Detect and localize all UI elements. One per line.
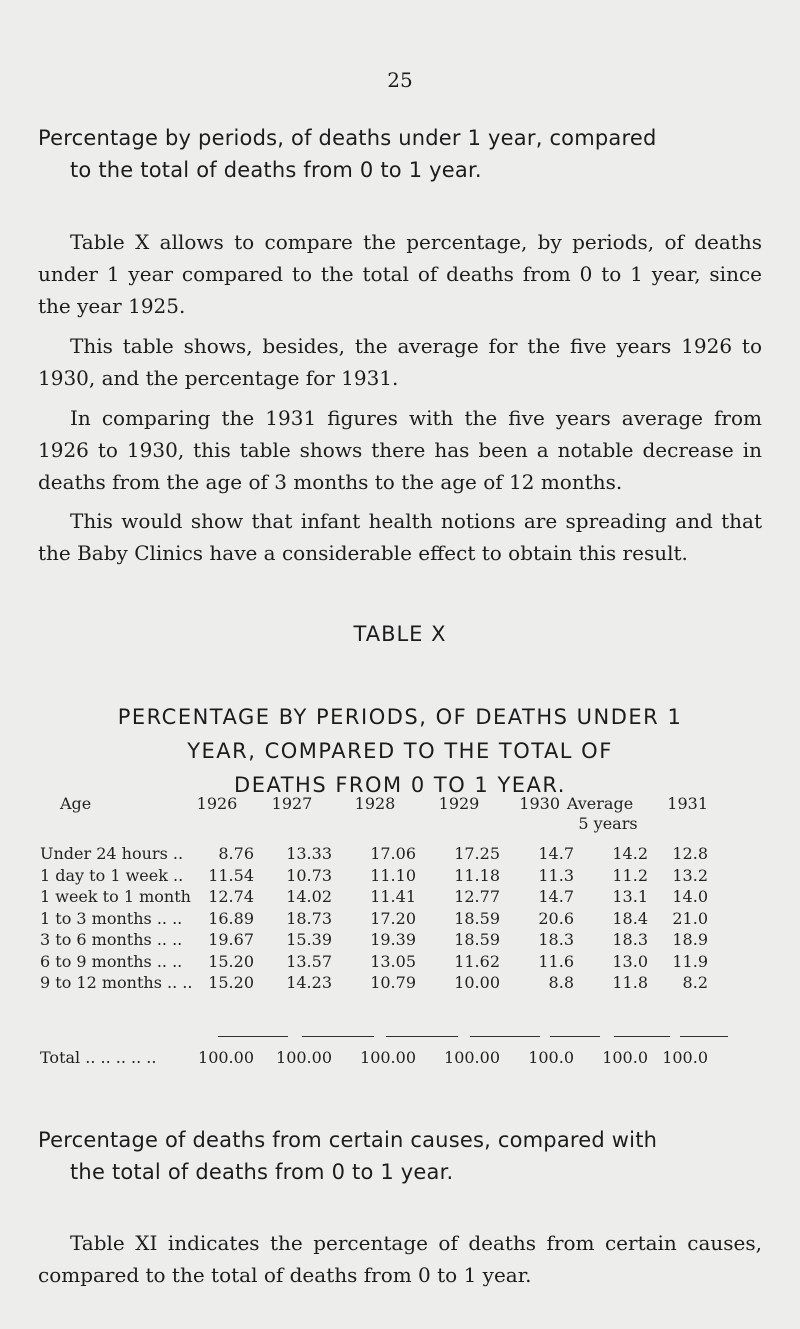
table-cell: 11.3 xyxy=(538,865,574,885)
total-row xyxy=(38,1048,774,1068)
total-rule xyxy=(218,1036,288,1037)
table-cell: 11.62 xyxy=(454,951,500,971)
paragraph-2 xyxy=(38,330,762,394)
paragraph-2-text: This table shows, besides, the average for the five years 1926 to 1930, and the percentage for 1931. xyxy=(38,334,762,390)
total-rule xyxy=(386,1036,458,1037)
table-cell: 14.0 xyxy=(672,887,708,906)
table-subheader-row xyxy=(38,814,774,834)
table-title-line-1: PERCENTAGE BY PERIODS, OF DEATHS UNDER 1 xyxy=(117,705,683,729)
table-cell: 18.4 xyxy=(612,908,648,928)
heading-line-2: the total of deaths from 0 to 1 year. xyxy=(70,1160,454,1184)
table-cell: 14.2 xyxy=(612,844,648,863)
header-average: Average xyxy=(566,794,634,813)
total-rule xyxy=(302,1036,374,1037)
total-cell: 100.00 xyxy=(444,1048,500,1067)
total-rule xyxy=(614,1036,670,1037)
table-row xyxy=(38,909,774,929)
header-1930: 1930 xyxy=(519,794,560,813)
table-cell: 12.74 xyxy=(208,887,254,906)
table-cell: 15.20 xyxy=(208,951,254,971)
table-cell: 13.05 xyxy=(370,951,416,971)
table-row xyxy=(38,930,774,950)
table-cell: 20.6 xyxy=(538,908,574,928)
header-1928: 1928 xyxy=(354,794,396,813)
table-cell: 14.7 xyxy=(538,887,574,906)
table-cell: 12.77 xyxy=(454,887,500,906)
table-cell: 18.9 xyxy=(672,930,708,949)
header-1931: 1931 xyxy=(667,794,708,813)
table-cell: 18.59 xyxy=(454,930,500,949)
table-cell: 8.2 xyxy=(682,973,708,992)
table-cell: 15.39 xyxy=(286,930,332,949)
row-age-label: Under 24 hours .. xyxy=(40,844,184,863)
table-row xyxy=(38,887,774,907)
paragraph-4-text: This would show that infant health notions are spreading and that the Baby Clinics have a considerable effect to obtain this result. xyxy=(38,509,762,565)
table-cell: 8.8 xyxy=(548,973,574,992)
heading-line-1: Percentage by periods, of deaths under 1 year, compared xyxy=(38,126,657,150)
header-1927: 1927 xyxy=(271,794,313,813)
paragraph-3 xyxy=(38,402,762,498)
table-cell: 17.06 xyxy=(370,844,416,863)
section-heading-periods xyxy=(38,122,778,186)
heading-line-2: to the total of deaths from 0 to 1 year. xyxy=(70,158,482,182)
table-cell: 17.20 xyxy=(370,908,416,928)
table-cell: 13.57 xyxy=(286,951,332,971)
total-rule xyxy=(470,1036,540,1037)
table-cell: 14.7 xyxy=(538,844,574,863)
table-cell: 11.10 xyxy=(370,865,416,885)
table-cell: 11.41 xyxy=(370,887,416,906)
table-cell: 11.2 xyxy=(612,865,648,885)
table-cell: 13.33 xyxy=(286,844,332,863)
table-title-line-3: DEATHS FROM 0 TO 1 YEAR. xyxy=(234,773,566,797)
table-cell: 10.73 xyxy=(286,865,332,885)
total-cell: 100.0 xyxy=(528,1048,574,1067)
table-cell: 16.89 xyxy=(208,908,254,928)
table-row xyxy=(38,973,774,993)
table-cell: 19.67 xyxy=(208,930,254,949)
total-rule xyxy=(550,1036,600,1037)
table-cell: 12.8 xyxy=(672,844,708,863)
row-age-label: 6 to 9 months .. .. xyxy=(40,951,183,971)
row-age-label: 1 week to 1 month xyxy=(40,887,191,906)
paragraph-3-text: In comparing the 1931 figures with the five years average from 1926 to 1930, this table shows there has been a notable decrease in deaths from the age of 3 months to the age of 12 months. xyxy=(38,406,762,494)
paragraph-5-text: Table XI indicates the percentage of deaths from certain causes, compared to the total of deaths from 0 to 1 year. xyxy=(38,1231,762,1287)
total-cell: 100.0 xyxy=(662,1048,708,1067)
table-cell: 13.2 xyxy=(672,865,708,885)
paragraph-4 xyxy=(38,505,762,569)
table-row xyxy=(38,866,774,886)
total-label: Total .. .. .. .. .. xyxy=(40,1048,157,1067)
total-cell: 100.0 xyxy=(602,1048,648,1067)
table-cell: 19.39 xyxy=(370,930,416,949)
table-cell: 11.8 xyxy=(612,973,648,992)
table-cell: 11.18 xyxy=(454,865,500,885)
table-cell: 18.3 xyxy=(538,930,574,949)
section-heading-causes xyxy=(38,1124,778,1188)
table-row xyxy=(38,844,774,864)
paragraph-1 xyxy=(38,226,762,322)
page-number: 25 xyxy=(387,68,413,92)
table-cell: 21.0 xyxy=(672,908,708,928)
table-cell: 11.54 xyxy=(208,865,254,885)
paragraph-1-text: Table X allows to compare the percentage, by periods, of deaths under 1 year compared to the total of deaths from 0 to 1 year, since the year 1925. xyxy=(38,230,762,318)
row-age-label: 1 day to 1 week .. xyxy=(40,865,184,885)
total-cell: 100.00 xyxy=(276,1048,332,1067)
table-cell: 18.59 xyxy=(454,908,500,928)
header-1926: 1926 xyxy=(196,794,238,813)
table-cell: 17.25 xyxy=(454,844,500,863)
table-cell: 18.3 xyxy=(612,930,648,949)
table-title-line-2: YEAR, COMPARED TO THE TOTAL OF xyxy=(187,739,613,763)
header-1929: 1929 xyxy=(438,794,480,813)
table-cell: 10.00 xyxy=(454,973,500,992)
heading-line-1: Percentage of deaths from certain causes, compared with xyxy=(38,1128,658,1152)
table-cell: 10.79 xyxy=(370,973,416,992)
table-cell: 11.9 xyxy=(672,951,708,971)
table-cell: 15.20 xyxy=(208,973,254,992)
table-cell: 14.02 xyxy=(286,887,332,906)
row-age-label: 9 to 12 months .. .. xyxy=(40,973,193,992)
row-age-label: 1 to 3 months .. .. xyxy=(40,908,183,928)
table-cell: 13.0 xyxy=(612,951,648,971)
table-label: TABLE X xyxy=(353,622,447,646)
header-age: Age xyxy=(60,794,92,813)
paragraph-5 xyxy=(38,1227,762,1291)
header-average-sub: 5 years xyxy=(578,814,638,833)
table-cell: 18.73 xyxy=(286,908,332,928)
row-age-label: 3 to 6 months .. .. xyxy=(40,930,183,949)
table-cell: 11.6 xyxy=(538,951,574,971)
table-title xyxy=(0,700,800,802)
table-header-row xyxy=(38,794,774,814)
total-cell: 100.00 xyxy=(360,1048,416,1067)
total-rule xyxy=(680,1036,728,1037)
table-cell: 8.76 xyxy=(218,844,254,863)
total-cell: 100.00 xyxy=(198,1048,254,1067)
table-cell: 14.23 xyxy=(286,973,332,992)
table-row xyxy=(38,952,774,972)
table-cell: 13.1 xyxy=(612,887,648,906)
